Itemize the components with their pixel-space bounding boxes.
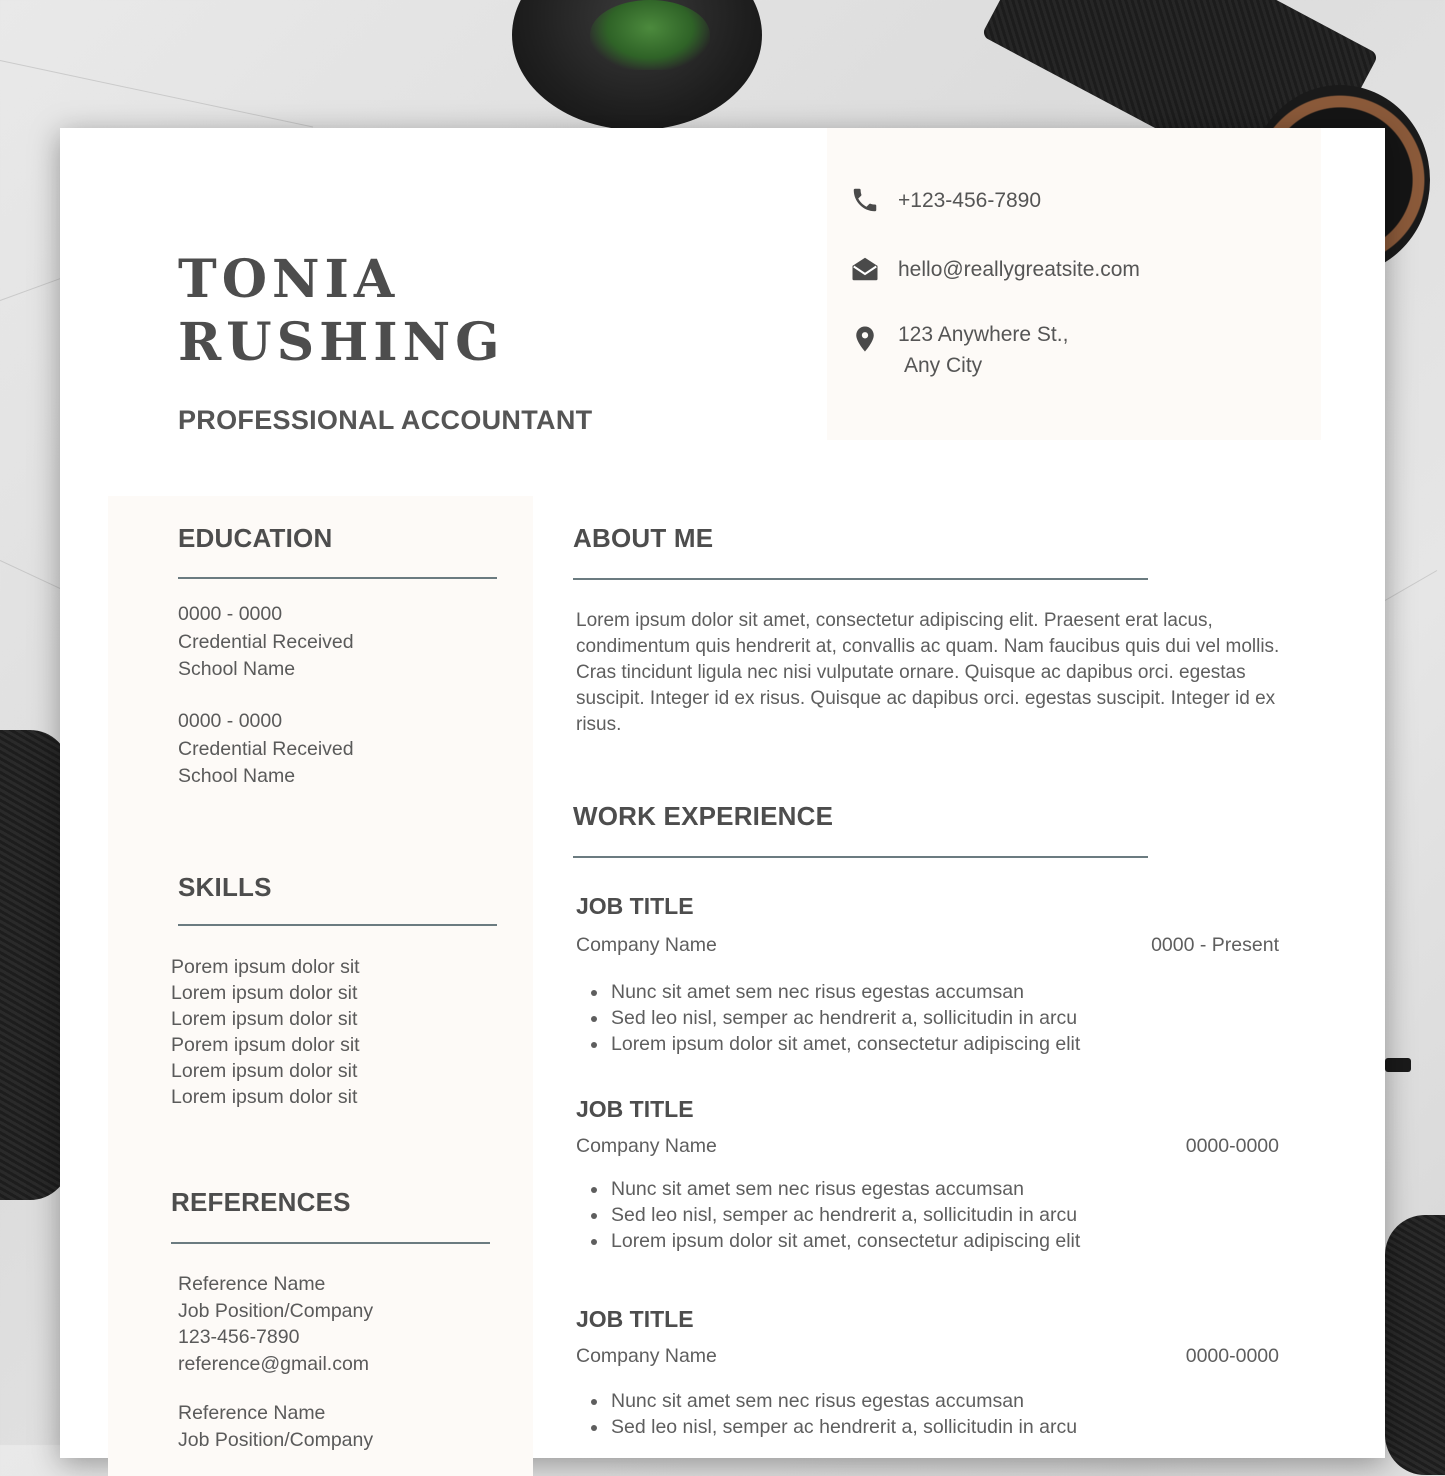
skills-heading: SKILLS xyxy=(178,872,272,902)
skills-list xyxy=(171,954,360,1110)
job-bullets xyxy=(576,1176,1279,1254)
address-line-1: 123 Anywhere St., xyxy=(898,323,1069,346)
reference-entry xyxy=(178,1271,373,1377)
education-years: 0000 - 0000 xyxy=(178,710,283,732)
job-bullets xyxy=(576,1388,1279,1440)
job-bullet: • Sed leo nisl, semper ac hendrerit a, sollicitudin in arcu xyxy=(609,1202,1279,1228)
reference-name: Reference Name xyxy=(178,1402,326,1424)
contact-phone xyxy=(850,185,1041,216)
education-divider xyxy=(178,577,497,579)
address-line-2: Any City xyxy=(904,354,983,377)
marble-vein xyxy=(0,276,66,301)
job-title: JOB TITLE xyxy=(576,1096,694,1122)
job-bullet: • Lorem ipsum dolor sit amet, consectetur adipiscing elit xyxy=(609,1228,1279,1254)
education-entry xyxy=(178,601,354,684)
education-credential: Credential Received xyxy=(178,630,354,653)
skill-item: Lorem ipsum dolor sit xyxy=(171,982,358,1004)
company-name: Company Name xyxy=(576,1135,717,1157)
job-entry xyxy=(576,1096,1279,1254)
job-meta xyxy=(576,1135,1279,1158)
last-name: RUSHING xyxy=(178,312,505,373)
job-dates: 0000-0000 xyxy=(1185,1345,1279,1367)
leather-item xyxy=(1385,1215,1445,1475)
skill-item: Lorem ipsum dolor sit xyxy=(171,1086,358,1108)
address xyxy=(898,319,1068,381)
references-divider xyxy=(171,1242,490,1244)
education-years: 0000 - 0000 xyxy=(178,603,283,625)
candidate-name xyxy=(178,248,505,374)
skill-item: Lorem ipsum dolor sit xyxy=(171,1060,358,1082)
education-heading: EDUCATION xyxy=(178,523,333,553)
job-meta xyxy=(576,1345,1279,1368)
profession-title: PROFESSIONAL ACCOUNTANT xyxy=(178,405,593,435)
phone-icon xyxy=(850,185,880,215)
job-entry xyxy=(576,1306,1279,1440)
envelope-icon xyxy=(850,254,880,284)
resume-page xyxy=(60,128,1385,1458)
succulent-plant xyxy=(590,0,710,70)
company-name: Company Name xyxy=(576,1345,717,1367)
job-title: JOB TITLE xyxy=(576,893,694,919)
job-bullet: • Lorem ipsum dolor sit amet, consectetur adipiscing elit xyxy=(609,1031,1279,1057)
location-pin-icon xyxy=(850,324,880,354)
about-heading: ABOUT ME xyxy=(573,523,714,553)
about-text: Lorem ipsum dolor sit amet, consectetur adipiscing elit. Praesent erat lacus, condimentum quis hendrerit at, convallis ac quam. Nam faucibus quis dui vel mollis. Cras tincidunt ligula nec nisi vulputate ornare. Quisque ac dapibus orci. egestas suscipit. Integer id ex risus. Quisque ac dapibus orci. egestas suscipit. Integer id ex risus. xyxy=(576,610,1280,735)
job-bullets xyxy=(576,979,1279,1057)
job-dates: 0000 - Present xyxy=(1151,934,1279,956)
email-address[interactable]: hello@reallygreatsite.com xyxy=(898,258,1140,281)
skill-item: Porem ipsum dolor sit xyxy=(171,956,360,978)
first-name: TONIA xyxy=(178,249,400,310)
reference-phone: 123-456-7890 xyxy=(178,1326,300,1348)
education-credential: Credential Received xyxy=(178,737,354,760)
contact-address xyxy=(850,319,1068,381)
company-name: Company Name xyxy=(576,934,717,956)
education-entry xyxy=(178,708,354,791)
skill-item: Porem ipsum dolor sit xyxy=(171,1034,360,1056)
job-bullet: • Sed leo nisl, semper ac hendrerit a, sollicitudin in arcu xyxy=(609,1414,1279,1440)
job-title: JOB TITLE xyxy=(576,1306,694,1332)
pen xyxy=(1385,1058,1411,1072)
work-heading: WORK EXPERIENCE xyxy=(573,801,834,831)
skill-item: Lorem ipsum dolor sit xyxy=(171,1008,358,1030)
reference-name: Reference Name xyxy=(178,1273,326,1295)
education-school: School Name xyxy=(178,658,296,680)
job-bullet: • Sed leo nisl, semper ac hendrerit a, sollicitudin in arcu xyxy=(609,1005,1279,1031)
marble-vein xyxy=(0,60,313,128)
job-bullet: • Nunc sit amet sem nec risus egestas accumsan xyxy=(609,1176,1279,1202)
job-dates: 0000-0000 xyxy=(1185,1135,1279,1157)
job-entry xyxy=(576,893,1279,1057)
job-bullet: • Nunc sit amet sem nec risus egestas accumsan xyxy=(609,1388,1279,1414)
about-divider xyxy=(573,578,1148,580)
reference-position: Job Position/Company xyxy=(178,1299,374,1322)
marble-vein xyxy=(1385,570,1437,601)
reference-email: reference@gmail.com xyxy=(178,1352,370,1375)
references-heading: REFERENCES xyxy=(171,1187,351,1217)
contact-email xyxy=(850,254,1140,285)
job-bullet: • Nunc sit amet sem nec risus egestas accumsan xyxy=(609,979,1279,1005)
phone-number[interactable]: +123-456-7890 xyxy=(898,189,1042,212)
job-meta xyxy=(576,934,1279,957)
work-divider xyxy=(573,856,1148,858)
skills-divider xyxy=(178,924,497,926)
reference-position: Job Position/Company xyxy=(178,1428,374,1451)
reference-entry xyxy=(178,1400,373,1453)
marble-vein xyxy=(0,560,64,590)
education-school: School Name xyxy=(178,765,296,787)
